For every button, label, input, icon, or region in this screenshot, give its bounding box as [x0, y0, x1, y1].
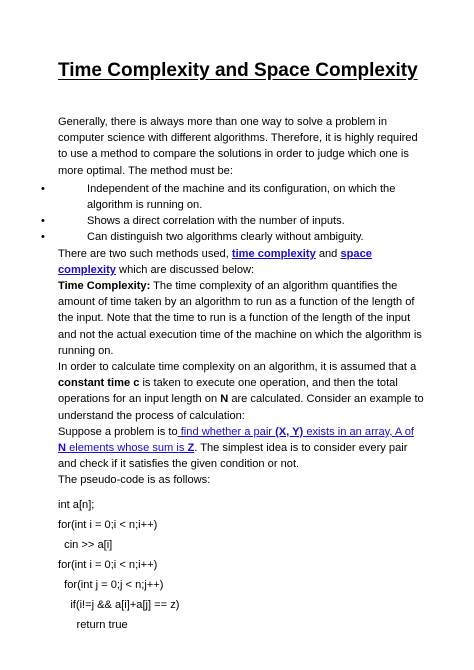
- pair-sum-problem-link[interactable]: find whether a pair (X, Y) exists in an array, A of N elements whose sum is Z: [58, 425, 415, 455]
- list-item-text: Shows a direct correlation with the number of inputs.: [87, 215, 345, 228]
- code-line: for(int j = 0;j < n;j++): [58, 578, 164, 591]
- space-complexity-link[interactable]: space complexity: [58, 247, 372, 276]
- methods-paragraph: [58, 246, 424, 278]
- code-line: for(int i = 0;i < n;i++): [58, 558, 158, 571]
- document-body: [41, 114, 424, 635]
- calc-text: In order to calculate time complexity on an algorithm, it is assumed that a: [58, 361, 417, 374]
- methods-text: which are discussed below:: [115, 263, 255, 276]
- requirements-list: [41, 181, 424, 246]
- list-item-text: Can distinguish two algorithms clearly without ambiguity.: [87, 231, 364, 244]
- calc-text: are calculated. Consider an example to understand the process of calculation:: [58, 393, 424, 422]
- time-complexity-link[interactable]: time complexity: [231, 247, 316, 260]
- code-line: for(int i = 0;i < n;i++): [58, 518, 158, 531]
- bullet-icon: •: [41, 215, 45, 228]
- list-item: [41, 181, 424, 213]
- list-item: [41, 229, 424, 245]
- example-text: . The simplest idea is to consider every pair and check if it satisfies the given condition or not.: [58, 442, 408, 471]
- code-line: if(i!=j && a[i]+a[j] == z): [58, 598, 180, 611]
- document-title: Time Complexity and Space Complexity: [58, 60, 418, 81]
- n-term: N: [220, 393, 229, 406]
- code-line: int a[n];: [58, 498, 95, 511]
- time-complexity-text: The time complexity of an algorithm quantifies the amount of time taken by an algorithm to run as a function of the length of the input. Note that the time to run is a function of the length of the input and not the actual execution time of the machine on which the algorithm is running on.: [58, 280, 422, 357]
- pseudo-code-block: [58, 495, 424, 635]
- bullet-icon: •: [41, 182, 45, 195]
- example-text: Suppose a problem is to: [58, 425, 178, 438]
- list-item-text: Independent of the machine and its configuration, on which the algorithm is running on.: [87, 182, 396, 212]
- list-item: [41, 213, 424, 229]
- code-line: return true: [58, 618, 128, 631]
- methods-text: and: [315, 247, 341, 260]
- time-complexity-paragraph: [58, 278, 424, 359]
- pseudo-code-intro: The pseudo-code is as follows:: [58, 474, 211, 487]
- code-line: cin >> a[i]: [58, 538, 113, 551]
- calc-text: is taken to execute one operation, and then the total operations for an input length on: [58, 377, 398, 406]
- example-paragraph: [58, 424, 424, 473]
- calculation-paragraph: [58, 359, 424, 424]
- methods-text: There are two such methods used,: [58, 247, 232, 260]
- time-complexity-label: Time Complexity:: [58, 280, 151, 293]
- bullet-icon: •: [41, 231, 45, 244]
- intro-paragraph: Generally, there is always more than one way to solve a problem in computer science with different algorithms. Therefore, it is highly required to use a method to compare the solutions in order to judge which one is more optimal. The method must be:: [58, 116, 418, 177]
- constant-time-term: constant time c: [58, 377, 140, 390]
